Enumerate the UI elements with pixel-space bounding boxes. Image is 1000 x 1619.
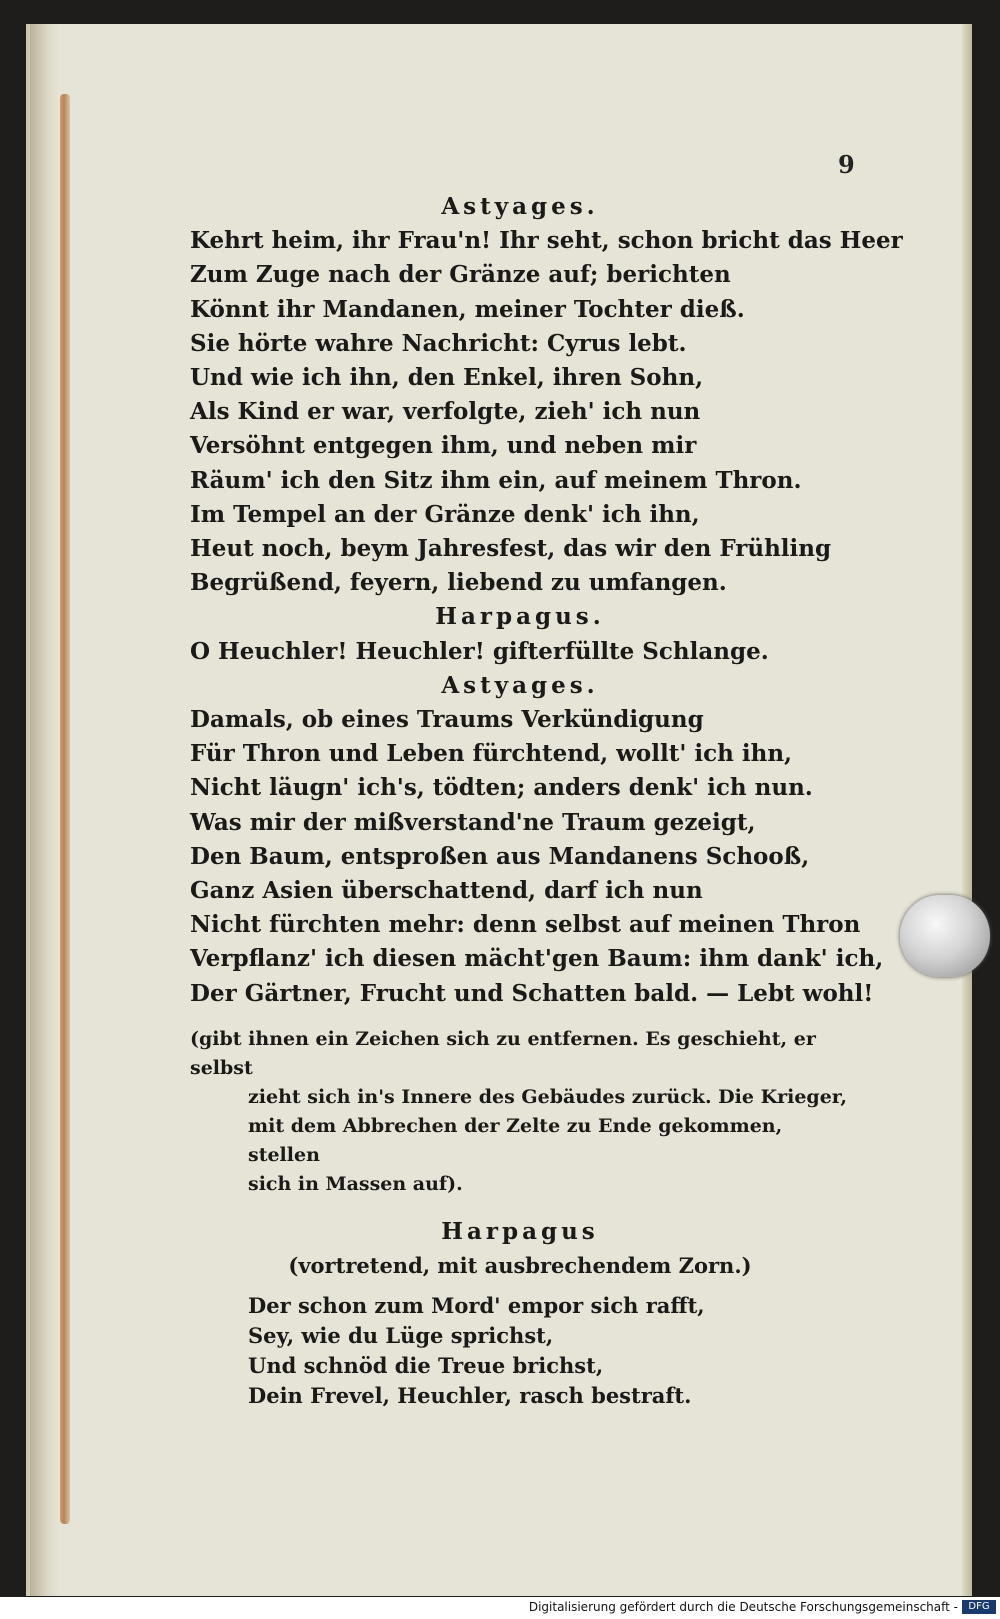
verse-line: Begrüßend, feyern, liebend zu umfangen. xyxy=(190,569,727,597)
verse-line: Und wie ich ihn, den Enkel, ihren Sohn, xyxy=(190,364,704,392)
speaker-astyages: Astyages. xyxy=(441,193,599,220)
final-verse xyxy=(190,1291,850,1411)
speaker-harpagus-final: Harpagus xyxy=(441,1217,599,1245)
verse-line: Nicht fürchten mehr: denn selbst auf meinen Thron xyxy=(190,911,861,939)
verse-line: Ganz Asien überschattend, darf ich nun xyxy=(190,877,703,905)
verse-line: Damals, ob eines Traums Verkündigung xyxy=(190,706,704,734)
page-clip xyxy=(900,895,990,977)
page-spine xyxy=(30,24,60,1596)
stage-line: zieht sich in's Innere des Gebäudes zurück. Die Krieger, xyxy=(248,1085,848,1108)
verse-line: Zum Zuge nach der Gränze auf; berichten xyxy=(190,261,731,289)
verse-line: Verpflanz' ich diesen mächt'gen Baum: ihm dank' ich, xyxy=(190,945,884,973)
stage-line: sich in Massen auf). xyxy=(248,1172,463,1195)
stage-line: mit dem Abbrechen der Zelte zu Ende gekommen, stellen xyxy=(248,1114,783,1166)
verse-line: Dein Frevel, Heuchler, rasch bestraft. xyxy=(248,1382,692,1408)
verse-line: Der schon zum Mord' empor sich rafft, xyxy=(248,1292,705,1318)
stage-direction xyxy=(190,1025,850,1199)
verse-line: Versöhnt entgegen ihm, und neben mir xyxy=(190,432,697,460)
verse-line: Im Tempel an der Gränze denk' ich ihn, xyxy=(190,500,700,528)
verse-line: Heut noch, beym Jahresfest, das wir den Frühling xyxy=(190,535,832,563)
verse-line: Und schnöd die Treue brichst, xyxy=(248,1352,604,1378)
verse-line: Könnt ihr Mandanen, meiner Tochter dieß. xyxy=(190,295,745,323)
footer-bar xyxy=(0,1597,1000,1619)
speaker-harpagus: Harpagus. xyxy=(435,603,605,631)
verse-line: Kehrt heim, ihr Frau'n! Ihr seht, schon bricht das Heer xyxy=(190,227,903,255)
page-right-edge xyxy=(962,24,972,1596)
verse-line: Was mir der mißverstand'ne Traum gezeigt, xyxy=(190,808,756,836)
final-direction: (vortretend, mit ausbrechendem Zorn.) xyxy=(288,1252,752,1278)
page-number: 9 xyxy=(838,150,855,179)
footer-credit: Digitalisierung gefördert durch die Deutsche Forschungsgemeinschaft - xyxy=(528,1600,958,1614)
verse-line: O Heuchler! Heuchler! gifterfüllte Schlange. xyxy=(190,637,769,665)
speaker-astyages: Astyages. xyxy=(441,671,599,699)
dfg-logo: DFG xyxy=(962,1600,996,1614)
verse-line: Den Baum, entsproßen aus Mandanens Schooß, xyxy=(190,842,810,870)
page-edge-stain xyxy=(60,94,70,1524)
verse-line: Räum' ich den Sitz ihm ein, auf meinem Thron. xyxy=(190,466,802,494)
verse-line: Als Kind er war, verfolgte, zieh' ich nun xyxy=(190,398,701,426)
verse-line: Nicht läugn' ich's, tödten; anders denk' ich nun. xyxy=(190,774,813,802)
stage-line: (gibt ihnen ein Zeichen sich zu entfernen. Es geschieht, er selbst xyxy=(190,1027,816,1079)
verse-line: Sey, wie du Lüge sprichst, xyxy=(248,1322,554,1348)
verse-line: Sie hörte wahre Nachricht: Cyrus lebt. xyxy=(190,329,687,357)
verse-line: Für Thron und Leben fürchtend, wollt' ich ihn, xyxy=(190,740,793,768)
verse-line: Der Gärtner, Frucht und Schatten bald. — Lebt wohl! xyxy=(190,979,874,1007)
text-body xyxy=(190,190,903,1411)
